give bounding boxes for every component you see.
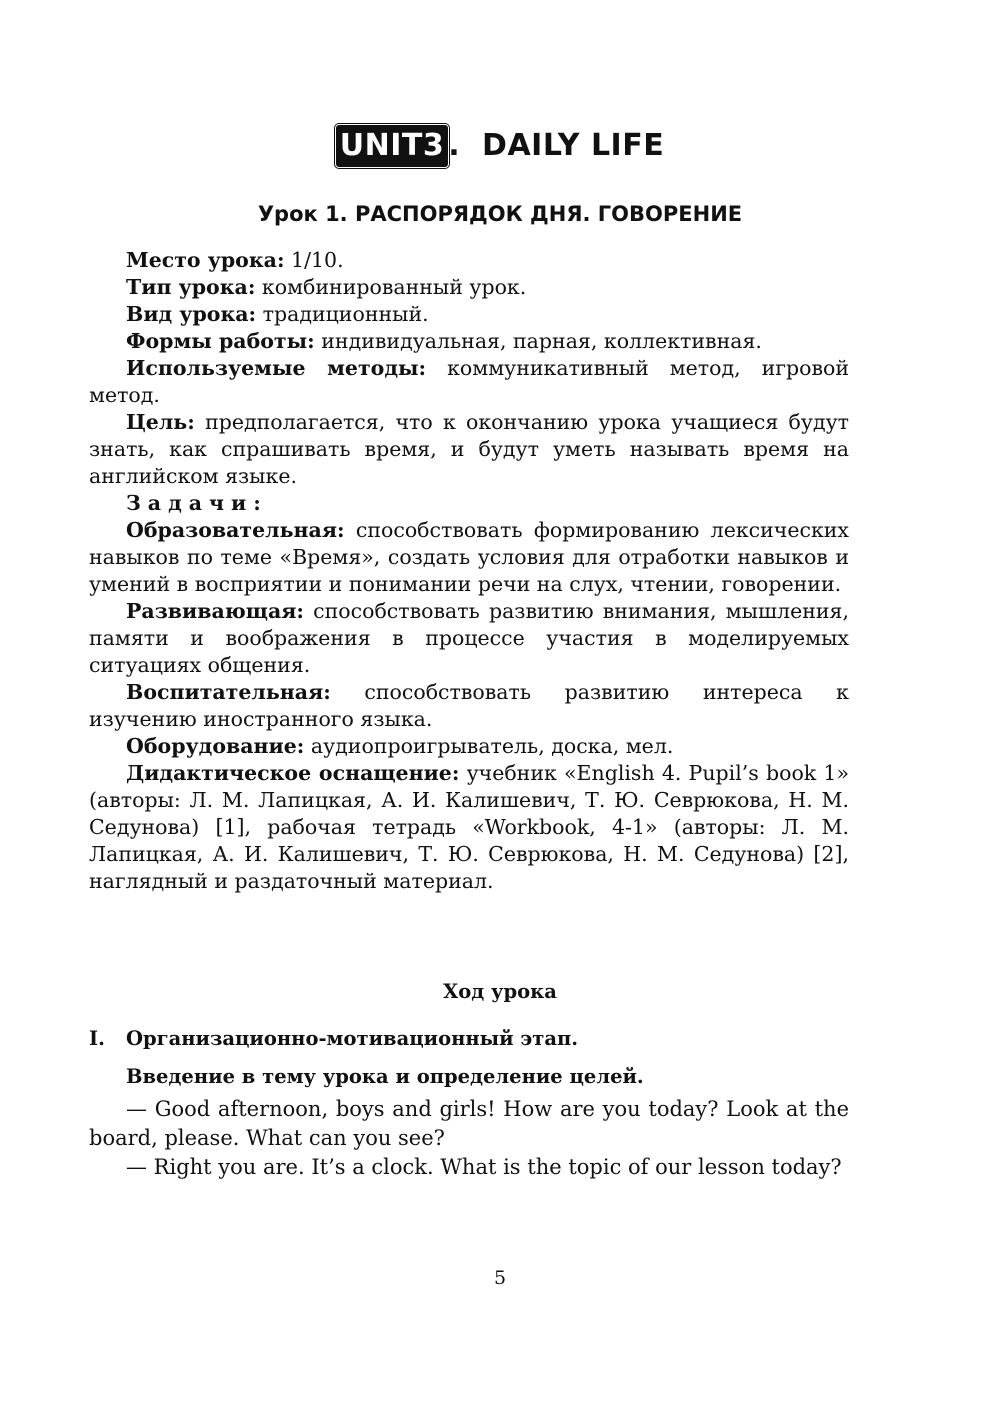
- goal-label: Цель:: [126, 410, 195, 434]
- tasks-label: Задачи:: [126, 491, 268, 515]
- forms-value: индивидуальная, парная, коллективная.: [321, 329, 762, 353]
- dialogue-line: — Good afternoon, boys and girls! How are you today? Look at the board, please. What can you see?: [89, 1097, 849, 1150]
- equipment-value: аудиопроигрыватель, доска, мел.: [310, 734, 674, 758]
- educational-label: Образовательная:: [126, 518, 345, 542]
- developing-line: [89, 598, 849, 679]
- didactic-label: Дидактическое оснащение:: [126, 761, 460, 785]
- upbringing-value: способствовать развитию интереса к изучению иностранного языка.: [89, 680, 849, 731]
- forms-line: [89, 328, 849, 355]
- methods-line: [89, 355, 849, 409]
- didactic-line: [89, 760, 849, 895]
- type-value: комбинированный урок.: [261, 275, 527, 299]
- developing-value: способствовать развитию внимания, мышления, памяти и воображения в процессе участия в моделируемых ситуациях общения.: [89, 599, 849, 677]
- intro-heading: Введение в тему урока и определение целей.: [126, 1065, 644, 1088]
- stage-number: I.: [89, 1027, 105, 1050]
- place-label: Место урока:: [126, 248, 285, 272]
- equipment-line: [89, 733, 849, 760]
- lesson-metadata: [89, 247, 849, 895]
- unit-label: UNIT3: [336, 125, 448, 167]
- dialogue-line: — Right you are. It’s a clock. What is the topic of our lesson today?: [126, 1155, 842, 1179]
- developing-label: Развивающая:: [126, 599, 304, 623]
- educational-value: способствовать формированию лексических навыков по теме «Время», создать условия для отработки навыков и умений в восприятии и понимании речи на слух, чтении, говорении.: [89, 518, 849, 596]
- goal-line: [89, 409, 849, 490]
- stage-title: Организационно-мотивационный этап.: [126, 1027, 579, 1050]
- course-heading: Ход урока: [443, 980, 557, 1003]
- type-line: [89, 274, 849, 301]
- stage-heading: [89, 1025, 578, 1053]
- unit-separator: .: [448, 128, 461, 163]
- place-line: [89, 247, 849, 274]
- type-label: Тип урока:: [126, 275, 256, 299]
- upbringing-line: [89, 679, 849, 733]
- dialogue: [89, 1095, 849, 1182]
- methods-label: Используемые методы:: [126, 356, 427, 380]
- kind-label: Вид урока:: [126, 302, 257, 326]
- methods-value: коммуникативный метод, игровой метод.: [89, 356, 849, 407]
- lesson-title: Урок 1. РАСПОРЯДОК ДНЯ. ГОВОРЕНИЕ: [257, 202, 743, 226]
- tasks-line: [89, 490, 849, 517]
- didactic-value: учебник «English 4. Pupil’s book 1» (авторы: Л. М. Лапицкая, А. И. Калишевич, Т. Ю. Севрюкова, Н. М. Седунова) [1], рабочая тетрадь «Workbook, 4-1» (авторы: Л. М. Лапицкая, А. И. Калишевич, Т. Ю. Севрюкова, Н. М. Седунова) [2], наглядный и раздаточный материал.: [89, 761, 849, 893]
- upbringing-label: Воспитательная:: [126, 680, 331, 704]
- goal-value: предполагается, что к окончанию урока учащиеся будут знать, как спрашивать время, и будут уметь называть время на английском языке.: [89, 410, 849, 488]
- unit-title: [0, 124, 1000, 168]
- forms-label: Формы работы:: [126, 329, 315, 353]
- equipment-label: Оборудование:: [126, 734, 305, 758]
- kind-value: традиционный.: [262, 302, 429, 326]
- place-value: 1/10.: [291, 248, 344, 272]
- page-number: 5: [493, 1267, 507, 1289]
- kind-line: [89, 301, 849, 328]
- educational-line: [89, 517, 849, 598]
- unit-name: DAILY LIFE: [482, 128, 665, 163]
